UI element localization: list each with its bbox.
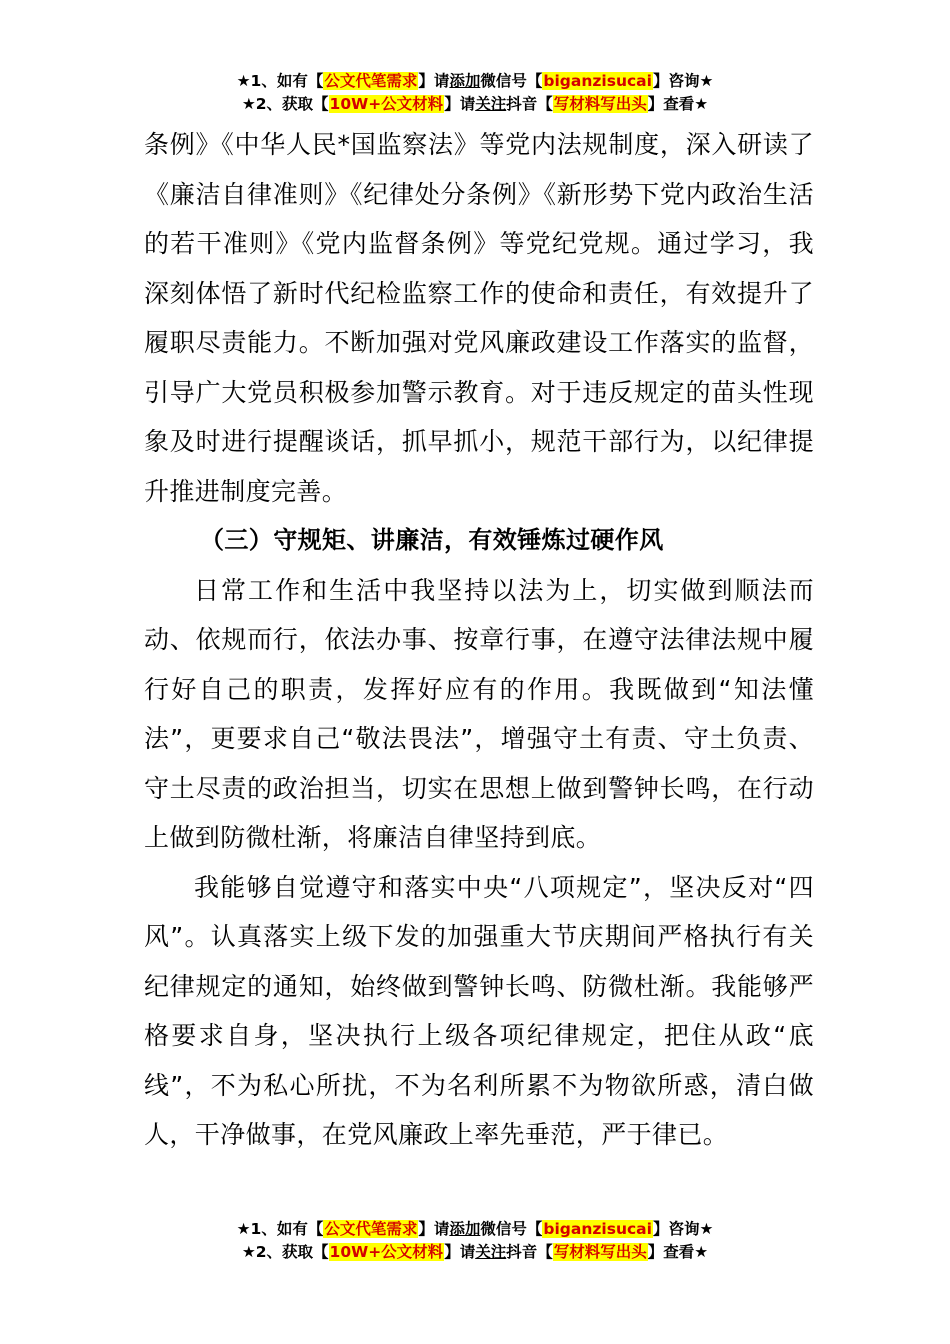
banner-text: 关注 bbox=[475, 95, 507, 113]
banner-text: 】请 bbox=[444, 95, 476, 113]
highlight-materials: 10W+公文材料 bbox=[329, 95, 444, 113]
highlight-wechat-id: biganzisucai bbox=[543, 72, 652, 90]
footer-banner bbox=[0, 1218, 950, 1264]
highlight-service: 公文代笔需求 bbox=[324, 72, 418, 90]
banner-text: 】查看★ bbox=[647, 1243, 709, 1261]
banner-line-1 bbox=[0, 1218, 950, 1241]
highlight-service: 公文代笔需求 bbox=[324, 1220, 418, 1238]
banner-line-1 bbox=[0, 70, 950, 93]
banner-text: 关注 bbox=[475, 1243, 507, 1261]
banner-text: 】咨询★ bbox=[652, 72, 714, 90]
banner-line-2 bbox=[0, 1241, 950, 1264]
banner-line-2 bbox=[0, 93, 950, 116]
banner-text: 】查看★ bbox=[647, 95, 709, 113]
banner-text: ★2、获取【 bbox=[241, 95, 329, 113]
banner-text: 微信号【 bbox=[480, 72, 543, 90]
banner-text: 添加 bbox=[449, 1220, 481, 1238]
banner-text: 微信号【 bbox=[480, 1220, 543, 1238]
banner-text: 抖音【 bbox=[506, 1243, 553, 1261]
banner-text: 】请 bbox=[444, 1243, 476, 1261]
document-body bbox=[144, 120, 814, 1160]
banner-text: 】请 bbox=[418, 72, 450, 90]
paragraph: 我能够自觉遵守和落实中央“八项规定”，坚决反对“四风”。认真落实上级下发的加强重大节庆期间严格执行有关纪律规定的通知，始终做到警钟长鸣、防微杜渐。我能够严格要求自身，坚决执行上级各项纪律规定，把住从政“底线”，不为私心所扰，不为名利所累不为物欲所惑，清白做人，干净做事，在党风廉政上率先垂范，严于律已。 bbox=[144, 872, 814, 1149]
banner-text: ★1、如有【 bbox=[236, 72, 324, 90]
highlight-douyin: 写材料写出头 bbox=[553, 95, 647, 113]
banner-text: ★1、如有【 bbox=[236, 1220, 324, 1238]
paragraph-continued: 条例》《中华人民*国监察法》等党内法规制度，深入研读了《廉洁自律准则》《纪律处分条例》《新形势下党内政治生活的若干准则》《党内监督条例》等党纪党规。通过学习，我深刻体悟了新时代纪检监察工作的使命和责任，有效提升了履职尽责能力。不断加强对党风廉政建设工作落实的监督，引导广大党员积极参加警示教育。对于违反规定的苗头性现象及时进行提醒谈话，抓早抓小，规范干部行为，以纪律提升推进制度完善。 bbox=[144, 130, 814, 506]
paragraph: 日常工作和生活中我坚持以法为上，切实做到顺法而动、依规而行，依法办事、按章行事，在遵守法律法规中履行好自己的职责，发挥好应有的作用。我既做到“知法懂法”，更要求自己“敬法畏法”，增强守土有责、守土负责、守土尽责的政治担当，切实在思想上做到警钟长鸣，在行动上做到防微杜渐，将廉洁自律坚持到底。 bbox=[144, 575, 814, 852]
highlight-materials: 10W+公文材料 bbox=[329, 1243, 444, 1261]
section-heading: （三）守规矩、讲廉洁，有效锤炼过硬作风 bbox=[200, 526, 664, 554]
banner-text: 】请 bbox=[418, 1220, 450, 1238]
highlight-wechat-id: biganzisucai bbox=[543, 1220, 652, 1238]
banner-text: 抖音【 bbox=[506, 95, 553, 113]
banner-text: 添加 bbox=[449, 72, 481, 90]
highlight-douyin: 写材料写出头 bbox=[553, 1243, 647, 1261]
banner-text: 】咨询★ bbox=[652, 1220, 714, 1238]
header-banner bbox=[0, 70, 950, 116]
banner-text: ★2、获取【 bbox=[241, 1243, 329, 1261]
